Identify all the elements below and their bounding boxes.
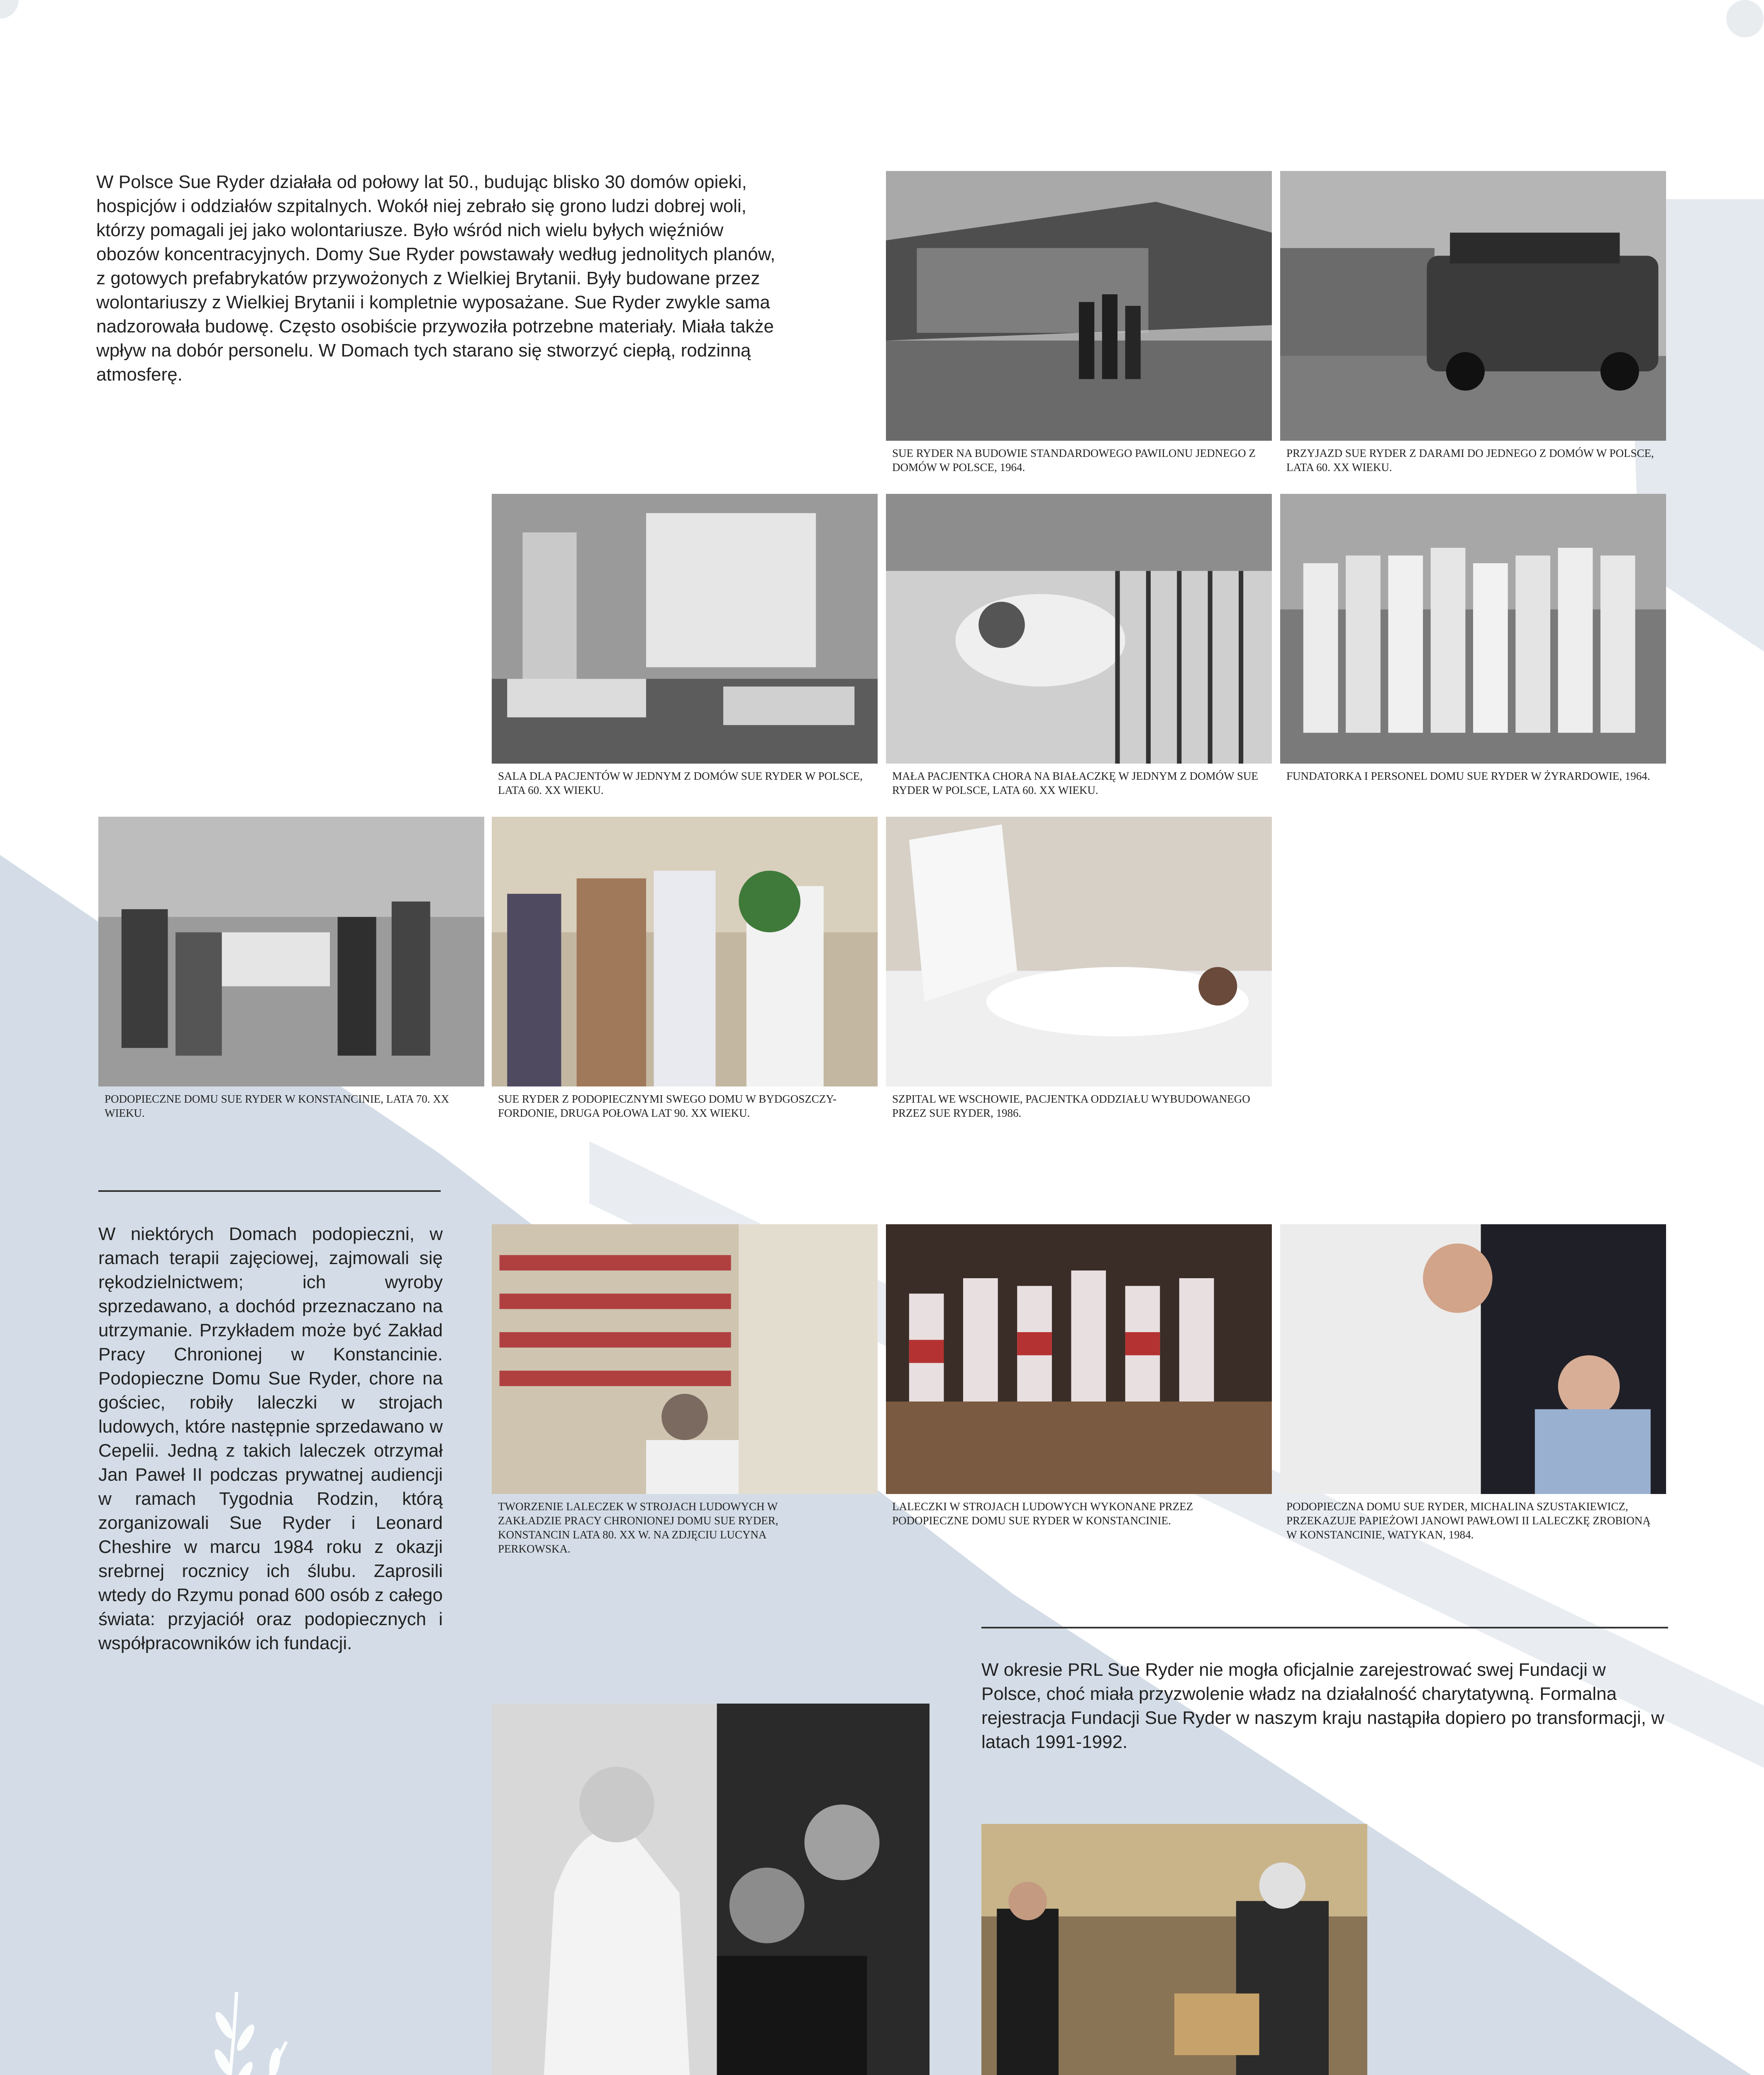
rosemary-sprig-icon (87, 1967, 427, 2075)
photo-papal-audience (492, 1704, 930, 2075)
corner-pin (1726, 0, 1764, 37)
photo-folk-dolls (886, 1224, 1272, 1494)
rosemary-logo (87, 1967, 427, 2075)
photo-doll-for-pope (1280, 1224, 1666, 1494)
photo-arrival-with-gifts (1280, 171, 1666, 441)
photo-konstancin-wards (98, 817, 484, 1086)
photo-patient-hall (492, 494, 878, 764)
caption-bydgoszcz-wards: SUE RYDER Z PODOPIECZNYMI SWEGO DOMU W BYDGOSZCZY-FORDONIE, DRUGA POŁOWA LAT 90. XX WIEKU. (498, 1093, 837, 1119)
caption-wschowa: SZPITAL WE WSCHOWIE, PACJENTKA ODDZIAŁU WYBUDOWANEGO PRZEZ SUE RYDER, 1986. (892, 1093, 1250, 1119)
caption-patient-hall: SALA DLA PACJENTÓW W JEDNYM Z DOMÓW SUE RYDER W POLSCE, LATA 60. XX WIEKU. (498, 770, 863, 796)
caption-doll-for-pope: PODOPIECZNA DOMU SUE RYDER, MICHALINA SZUSTAKIEWICZ, PRZEKAZUJE PAPIEŻOWI JANOWI PAWŁOWI II LALECZKĘ ZROBIONĄ W KONSTANCINIE, WATYKAN, 1984. (1286, 1500, 1651, 1541)
svg-text:ROSEMARY FOR REMEMBRANCE (87, 1967, 393, 2075)
photo-doll-workshop (492, 1224, 878, 1494)
logo-text (87, 1967, 393, 2075)
photo-bydgoszcz-wards (492, 817, 878, 1086)
caption-staff-zyrardow: FUNDATORKA I PERSONEL DOMU SUE RYDER W ŻYRARDOWIE, 1964. (1286, 770, 1650, 782)
caption-folk-dolls: LALECZKI W STROJACH LUDOWYCH WYKONANE PRZEZ PODOPIECZNE DOMU SUE RYDER W KONSTANCINIE. (892, 1500, 1193, 1527)
photo-construction-site (886, 171, 1272, 441)
caption-construction: SUE RYDER NA BUDOWIE STANDARDOWEGO PAWILONU JEDNEGO Z DOMÓW W POLSCE, 1964. (892, 447, 1256, 474)
caption-konstancin-wards: PODOPIECZNE DOMU SUE RYDER W KONSTANCINIE, LATA 70. XX WIEKU. (105, 1093, 449, 1119)
photo-staff-zyrardow (1280, 494, 1666, 764)
caption-arrival: PRZYJAZD SUE RYDER Z DARAMI DO JEDNEGO Z DOMÓW W POLSCE, LATA 60. XX WIEKU. (1286, 447, 1654, 474)
intro-paragraph: W Polsce Sue Ryder działała od połowy lat 50., budując blisko 30 domów opieki, hospicjów i oddziałów szpitalnych. Wokół niej zebrało się grono ludzi dobrej woli, którzy pomagali jej jako wolontariusze. Było wśród nich wielu byłych więźniów obozów koncentracyjnych. Domy Sue Ryder powstawały według jednolitych planów, z gotowych prefabrykatów przywożonych z Wielkiej Brytanii. Były budowane przez wolontariuszy z Wielkiej Brytanii i kompletnie wyposażane. Sue Ryder zwykle sama nadzorowała budowę. Często osobiście przywoziła potrzebne materiały. Miała także wpływ na dobór personelu. W Domach tych starano się stworzyć ciepłą, rodzinną atmosferę. (96, 172, 776, 385)
prl-paragraph: W okresie PRL Sue Ryder nie mogła oficjalnie zarejestrować swej Fundacji w Polsce, choć miała przyzwolenie władz na działalność charytatywną. Formalna rejestracja Fundacji Sue Ryder w naszym kraju nastąpiła dopiero po transformacji, w latach 1991-1992. (981, 1660, 1664, 1752)
photo-child-patient (886, 494, 1272, 764)
crafts-paragraph: W niektórych Domach podopieczni, w ramach terapii zajęciowej, zajmowali się rękodzielnictwem; ich wyroby sprzedawano, a dochód przeznaczano na utrzymanie. Przykładem może być Zakład Pracy Chronionej w Konstancinie. Podopieczne Domu Sue Ryder, chore na gościec, robiły laleczki w strojach ludowych, które następnie sprzedawano w Cepelii. Jedną z takich laleczek otrzymał Jan Paweł II podczas prywatnej audiencji w ramach Tygodnia Rodzin, którą zorganizowali Sue Ryder i Leonard Cheshire w marcu 1984 roku z okazji srebrnej rocznicy ich ślubu. Zaprosili wtedy do Rzymu ponad 600 osób z całego świata: przyjaciół oraz podopiecznych i współpracowników ich fundacji. (98, 1224, 443, 1653)
photo-warsaw-honor (981, 1824, 1367, 2075)
section-divider (981, 1627, 1668, 1628)
section-divider (98, 1190, 441, 1192)
photo-wschowa-hospital (886, 817, 1272, 1086)
caption-doll-workshop: TWORZENIE LALECZEK W STROJACH LUDOWYCH W ZAKŁADZIE PRACY CHRONIONEJ DOMU SUE RYDER, KONSTANCIN LATA 80. XX W. NA ZDJĘCIU LUCYNA PERKOWSKA. (498, 1500, 778, 1555)
caption-child-patient: MAŁA PACJENTKA CHORA NA BIAŁACZKĘ W JEDNYM Z DOMÓW SUE RYDER W POLSCE, LATA 60. XX WIEKU. (892, 770, 1258, 796)
